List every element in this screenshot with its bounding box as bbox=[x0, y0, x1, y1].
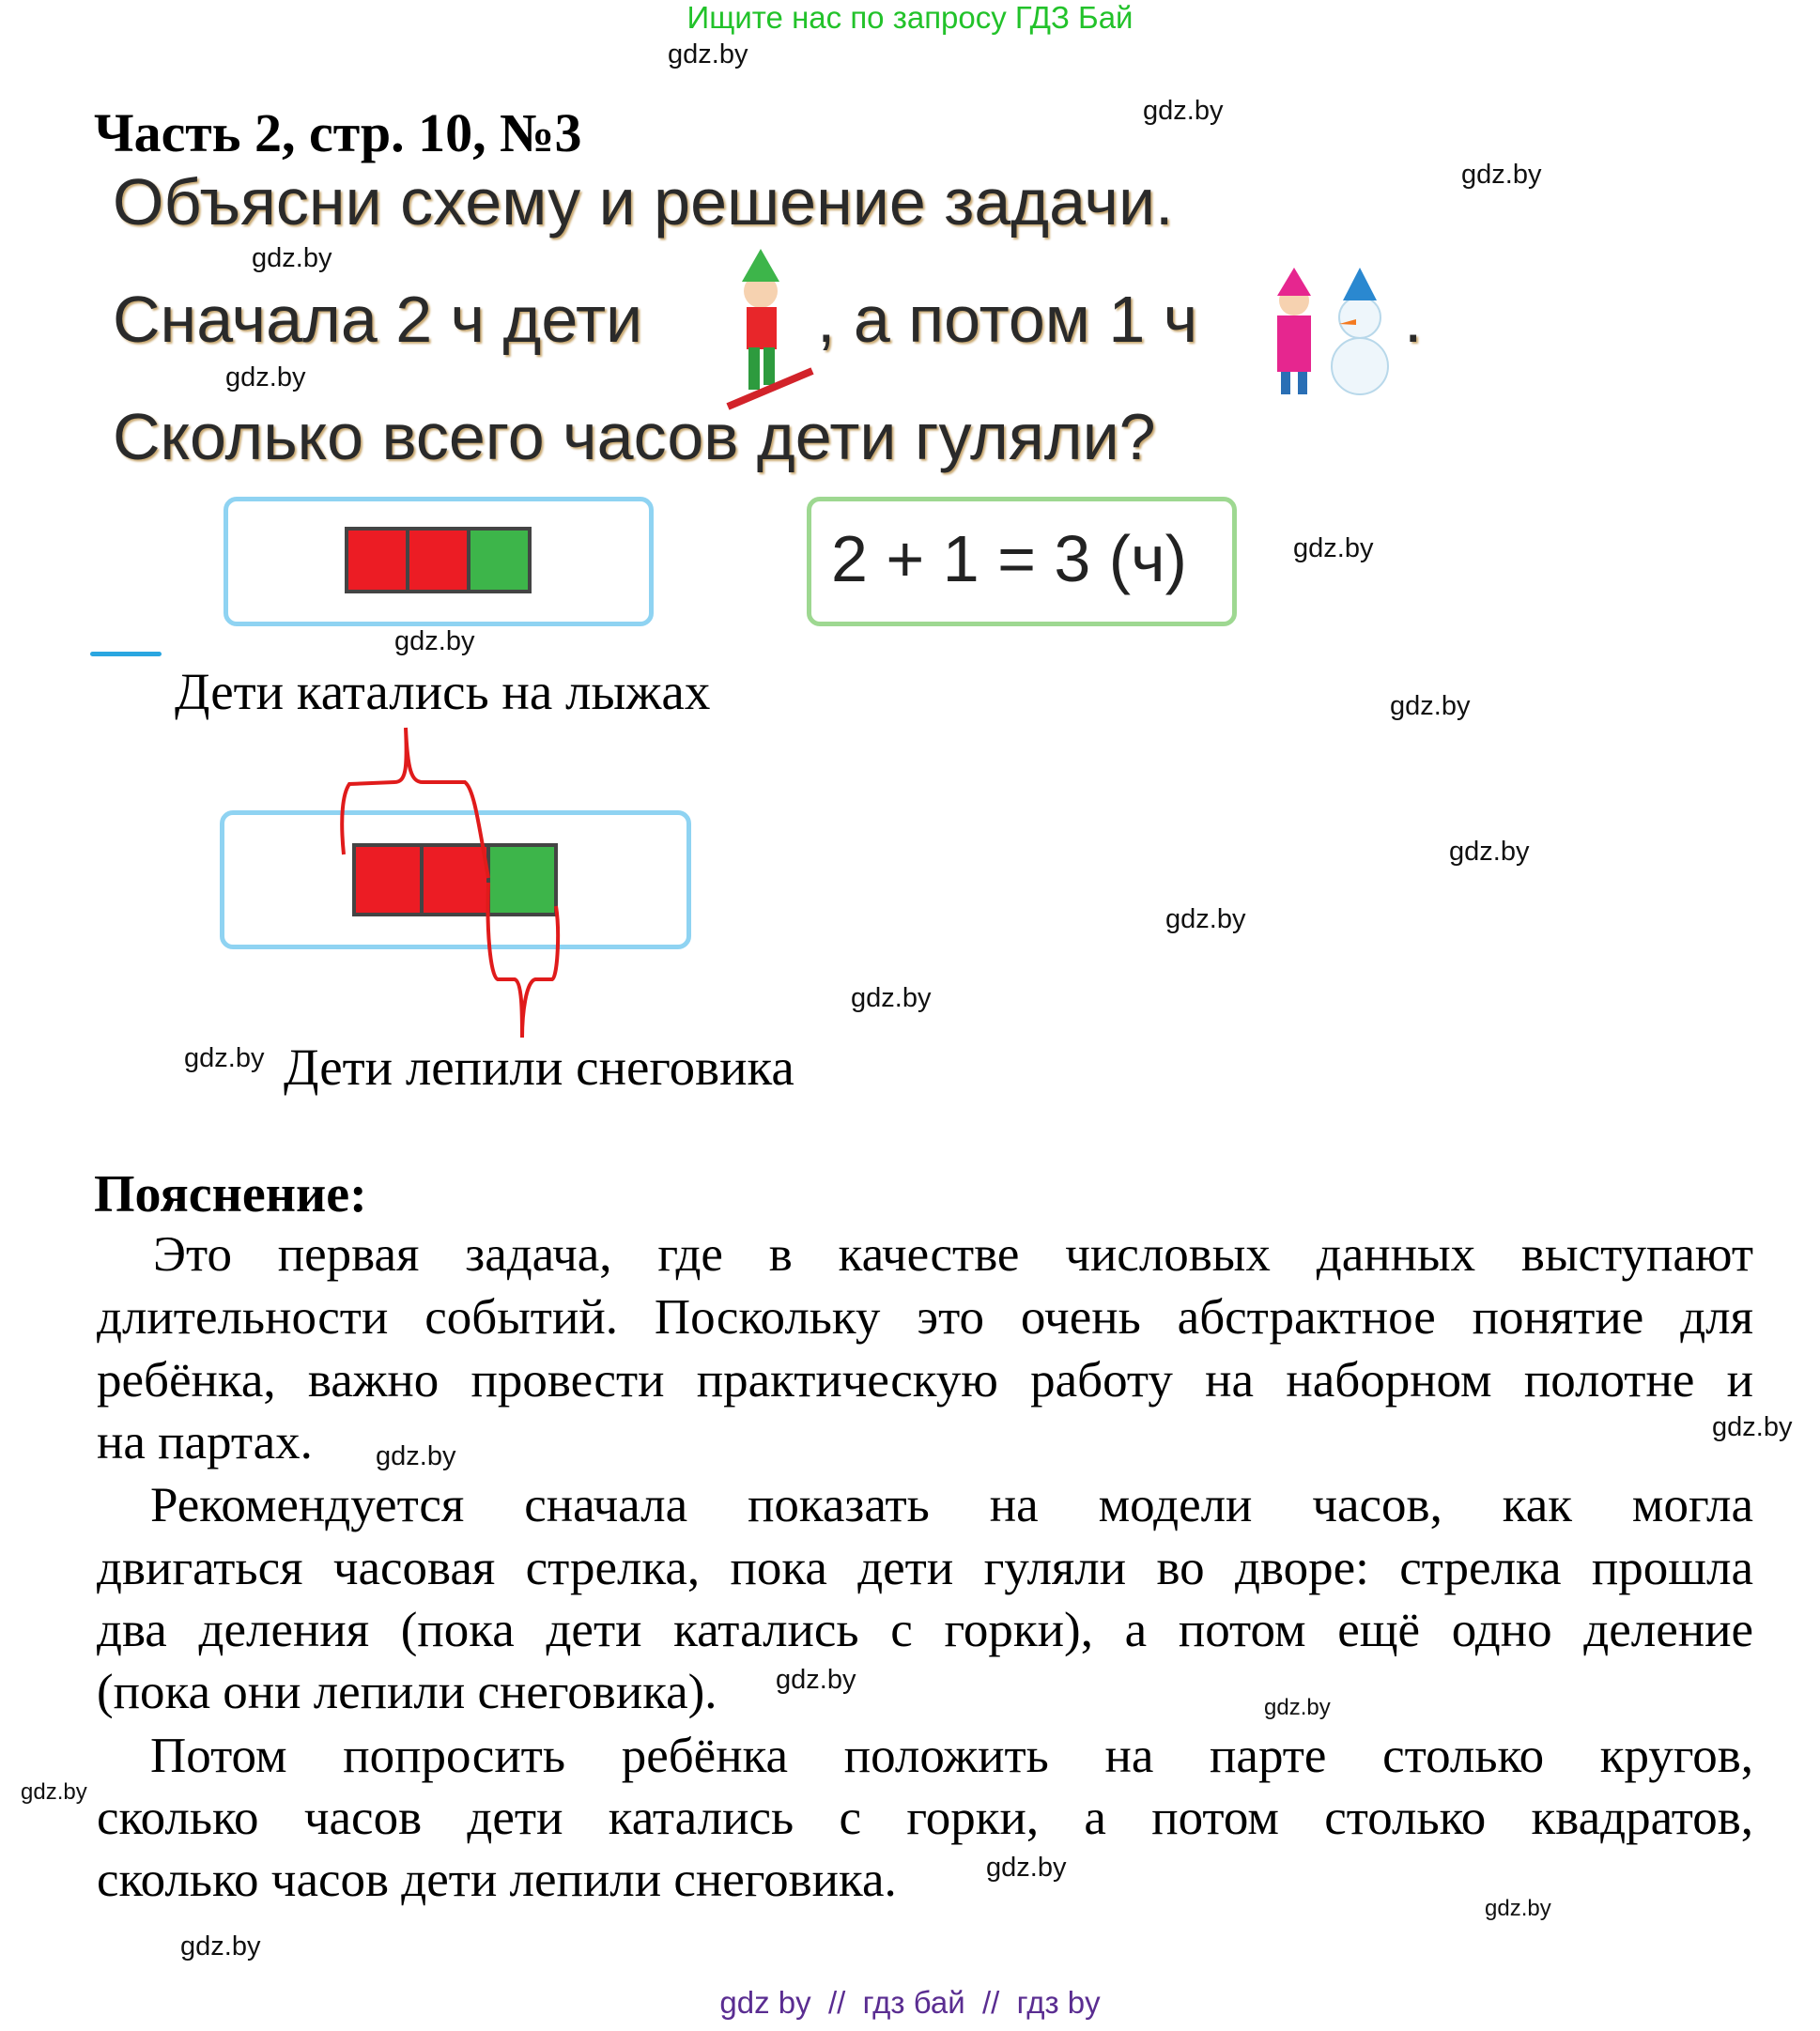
explanation-line: (пока они лепили снеговика). bbox=[97, 1665, 717, 1719]
watermark: gdz.by bbox=[1485, 1896, 1551, 1921]
watermark: gdz.by bbox=[1390, 691, 1471, 721]
label-snowman: Дети лепили снеговика bbox=[284, 1039, 794, 1096]
watermark: gdz.by bbox=[225, 362, 306, 392]
watermark: gdz.by bbox=[376, 1441, 456, 1471]
search-banner: Ищите нас по запросу ГДЗ Бай bbox=[686, 0, 1134, 35]
task-line-2b: , а потом 1 ч bbox=[817, 283, 1198, 356]
task-line-2a: Сначала 2 ч дети bbox=[113, 283, 643, 356]
explanation-line: Рекомендуется сначала показать на модели часов, как могла bbox=[150, 1478, 1753, 1532]
equation: 2 + 1 = 3 (ч) bbox=[831, 522, 1187, 595]
watermark: gdz.by bbox=[986, 1853, 1067, 1883]
watermark: gdz.by bbox=[1165, 904, 1246, 934]
explanation-line: двигаться часовая стрелка, пока дети гуляли во дворе: стрелка прошла bbox=[97, 1541, 1753, 1595]
watermark: gdz.by bbox=[180, 1931, 261, 1962]
footer-links: gdz by // гдз бай // гдз by bbox=[719, 1985, 1101, 2020]
watermark: gdz.by bbox=[21, 1779, 87, 1805]
watermark: gdz.by bbox=[394, 626, 475, 656]
task-line-2c: . bbox=[1404, 283, 1423, 356]
explanation-line: Это первая задача, где в качестве числовых данных выступают bbox=[153, 1227, 1753, 1282]
explanation-heading: Пояснение: bbox=[94, 1165, 367, 1223]
explanation-line: два деления (пока дети катались с горки), а потом ещё одно деление bbox=[97, 1603, 1753, 1657]
explanation-line: длительности событий. Поскольку это очень абстрактное понятие для bbox=[97, 1290, 1753, 1345]
explanation-line: сколько часов дети катались с горки, а потом столько квадратов, bbox=[97, 1791, 1753, 1845]
task-line-1: Объясни схему и решение задачи. bbox=[113, 165, 1174, 238]
watermark: gdz.by bbox=[1449, 837, 1530, 867]
watermark: gdz.by bbox=[1143, 96, 1224, 126]
watermark: gdz.by bbox=[1712, 1412, 1793, 1442]
explanation-line: Потом попросить ребёнка положить на парте столько кругов, bbox=[150, 1729, 1753, 1783]
page-title: Часть 2, стр. 10, №3 bbox=[94, 102, 582, 163]
explanation-line: сколько часов дети лепили снеговика. bbox=[97, 1853, 897, 1907]
explanation-line: на партах. bbox=[97, 1415, 313, 1469]
watermark: gdz.by bbox=[851, 983, 932, 1013]
task-line-3: Сколько всего часов дети гуляли? bbox=[113, 400, 1156, 473]
watermark: gdz.by bbox=[1461, 160, 1542, 190]
watermark: gdz.by bbox=[1293, 533, 1374, 563]
explanation-line: ребёнка, важно провести практическую работу на наборном полотне и bbox=[97, 1353, 1753, 1408]
watermark: gdz.by bbox=[1264, 1695, 1331, 1720]
watermark: gdz.by bbox=[776, 1665, 856, 1695]
watermark: gdz.by bbox=[252, 243, 332, 273]
watermark: gdz.by bbox=[668, 39, 748, 69]
label-skiing: Дети катались на лыжах bbox=[175, 663, 711, 720]
watermark: gdz.by bbox=[184, 1043, 265, 1073]
